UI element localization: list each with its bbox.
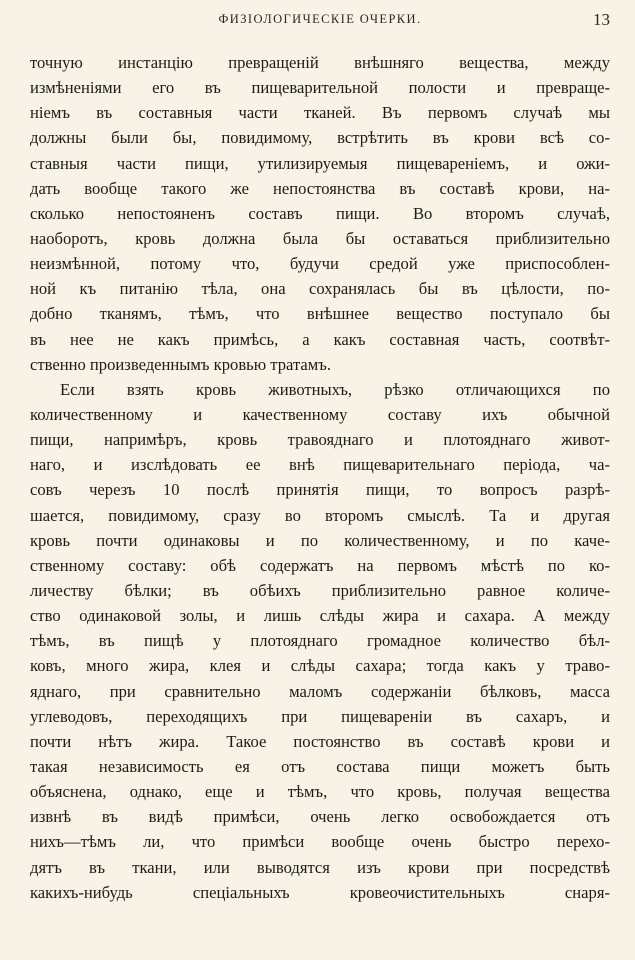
- text-line: въ нее не какъ примѣсь, а какъ составная часть, соотвѣт-: [30, 329, 610, 349]
- running-title: ФИЗІОЛОГИЧЕСКІЕ ОЧЕРКИ.: [218, 12, 422, 26]
- paragraph-first-line: Если взять кровь животныхъ, рѣзко отличающихся по: [60, 379, 610, 399]
- text-line: личеству бѣлки; въ обѣихъ приблизительно равное количе-: [30, 580, 610, 600]
- text-line: извнѣ въ видѣ примѣси, очень легко освобождается отъ: [30, 807, 610, 827]
- text-line: нихъ—тѣмъ ли, что примѣси вообще очень быстро перехо-: [30, 832, 610, 852]
- text-line: добно тканямъ, тѣмъ, что внѣшнее вещество поступало бы: [30, 304, 610, 324]
- text-line: кровь почти одинаковы и по количественному, и по каче-: [30, 530, 610, 550]
- text-line: ковъ, много жира, клея и слѣды сахара; тогда какъ у траво-: [30, 656, 610, 676]
- text-line: тѣмъ, въ пищѣ у плотояднаго громадное количество бѣл-: [30, 631, 610, 651]
- text-line: яднаго, при сравнительно маломъ содержаніи бѣлковъ, масса: [30, 681, 610, 701]
- text-line: наго, и изслѣдовать ее внѣ пищеварительнаго періода, ча-: [30, 455, 610, 475]
- text-line: совъ черезъ 10 послѣ принятія пищи, то вопросъ разрѣ-: [30, 480, 610, 500]
- paragraph-last-line: ственно произведеннымъ кровью тратамъ.: [30, 354, 332, 374]
- text-line: объяснена, однако, еще и тѣмъ, что кровь, получая вещества: [30, 782, 610, 802]
- text-line: ство одинаковой золы, и лишь слѣды жира и сахара. А между: [30, 606, 610, 626]
- text-line: углеводовъ, переходящихъ при пищевареніи въ сахаръ, и: [30, 706, 610, 726]
- text-line: ставныя части пищи, утилизируемыя пищевареніемъ, и ожи-: [30, 153, 610, 173]
- text-line: дать вообще такого же непостоянства въ составѣ крови, на-: [30, 178, 610, 198]
- text-line: какихъ-нибудь спеціальныхъ кровеочистительныхъ снаря-: [30, 882, 610, 902]
- text-line: ной къ питанію тѣла, она сохранялась бы въ цѣлости, по-: [30, 279, 610, 299]
- text-line: ственному составу: обѣ содержатъ на первомъ мѣстѣ по ко-: [30, 555, 610, 575]
- text-line: неизмѣнной, потому что, будучи средой уже приспособлен-: [30, 254, 610, 274]
- text-line: почти нѣтъ жира. Такое постоянство въ составѣ крови и: [30, 731, 610, 751]
- text-line: дятъ въ ткани, или выводятся изъ крови при посредствѣ: [30, 857, 610, 877]
- text-line: ніемъ въ составныя части тканей. Въ первомъ случаѣ мы: [30, 103, 610, 123]
- text-line: количественному и качественному составу ихъ обычной: [30, 404, 610, 424]
- text-line: точную инстанцію превращеній внѣшняго вещества, между: [30, 53, 610, 72]
- running-head: [30, 10, 610, 34]
- text-line: должны были бы, повидимому, встрѣтить въ крови всѣ со-: [30, 128, 610, 148]
- text-line: шается, повидимому, сразу во второмъ смыслѣ. Та и другая: [30, 505, 610, 525]
- page-number: 13: [593, 10, 610, 29]
- text-line: такая независимость ея отъ состава пищи можетъ быть: [30, 756, 610, 776]
- text-line: измѣненіями его въ пищеварительной полости и превраще-: [30, 78, 610, 98]
- text-line: сколько непостояненъ составъ пищи. Во второмъ случаѣ,: [30, 203, 610, 223]
- body-text: [30, 50, 610, 905]
- text-line: наоборотъ, кровь должна была бы оставаться приблизительно: [30, 228, 610, 248]
- text-line: пищи, напримѣръ, кровь травояднаго и плотояднаго живот-: [30, 430, 610, 450]
